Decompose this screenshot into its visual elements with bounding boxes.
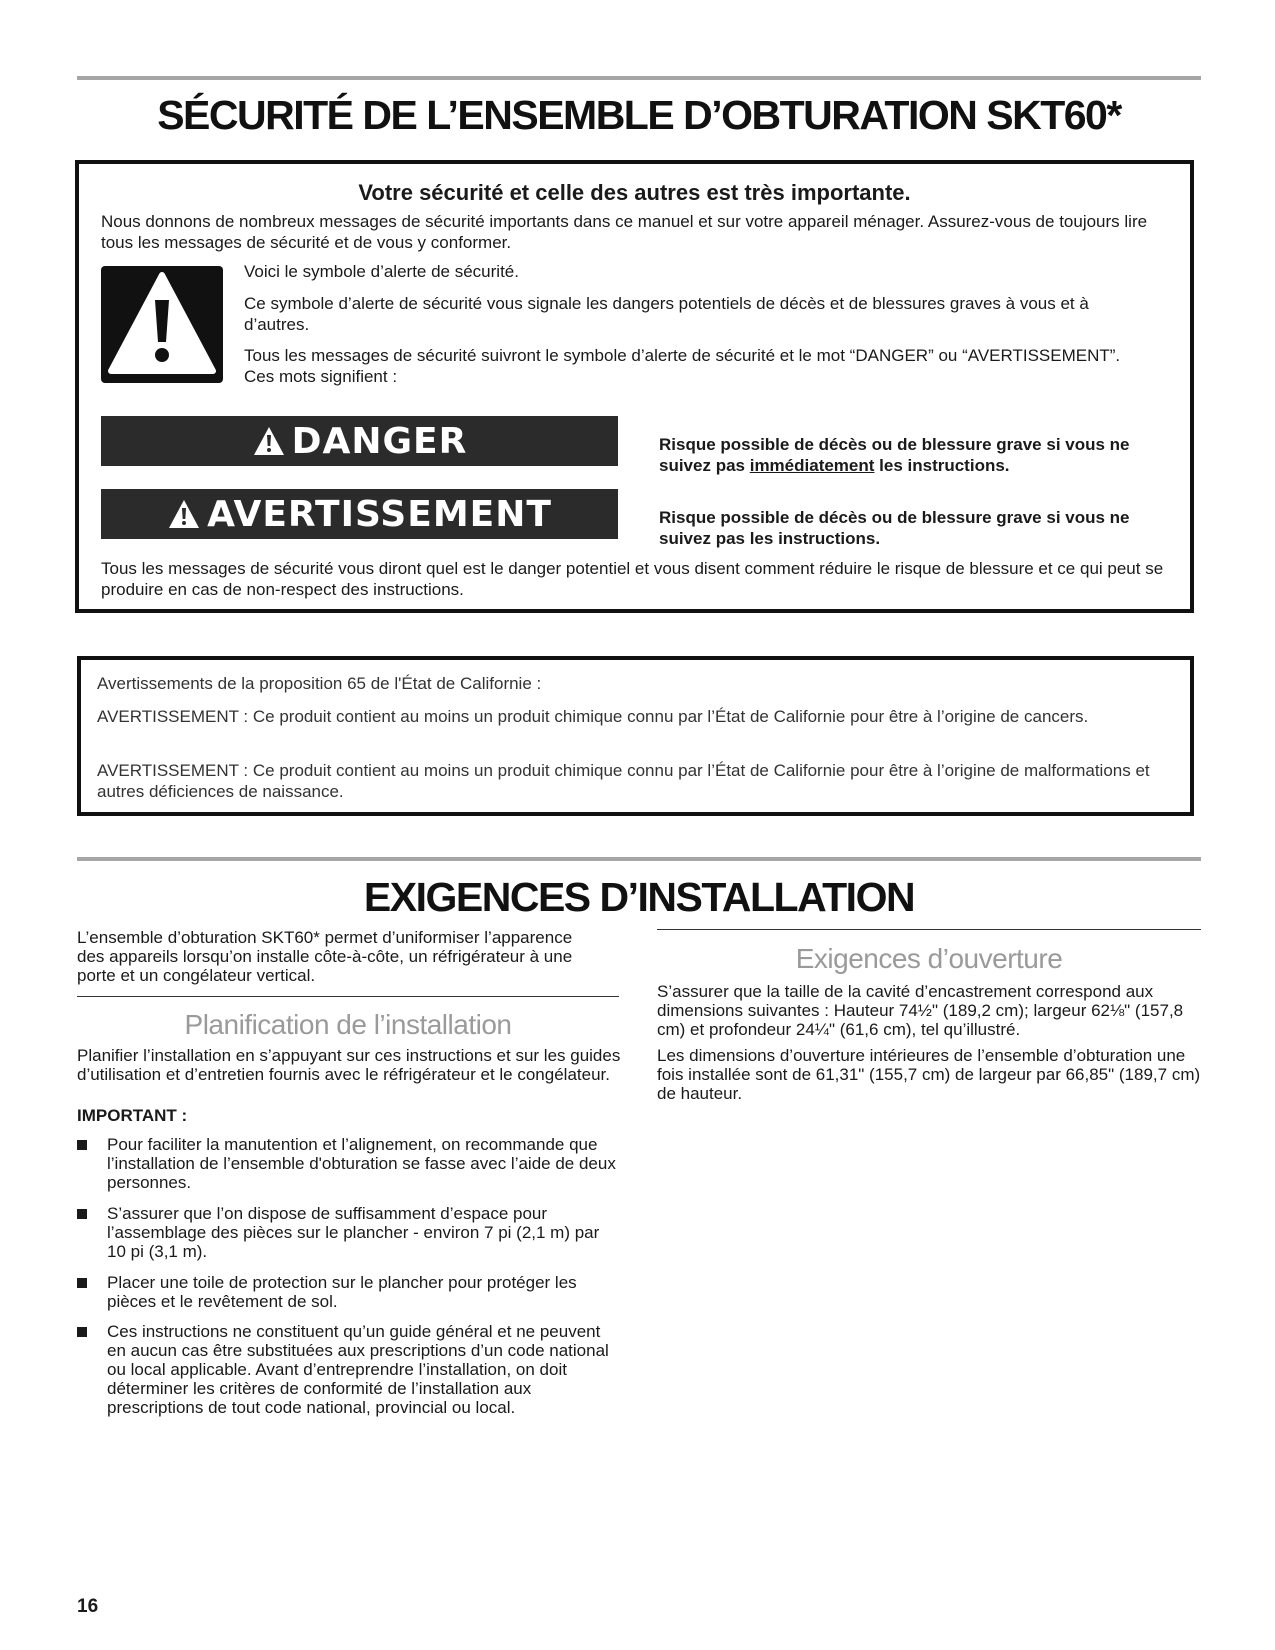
danger-description: Risque possible de décès ou de blessure grave si vous ne suivez pas immédiatement les instructions. [659, 435, 1130, 475]
right-column-rule [657, 929, 1201, 930]
opening-text-1: S’assurer que la taille de la cavité d’encastrement correspond aux dimensions suivantes : Hauteur 74½" (189,2 cm); largeur 62⅛" (157,8 cm) et profondeur 24¼" (61,6 cm), tel qu’illustré. [657, 982, 1184, 1039]
section2-rule [77, 857, 1201, 861]
opening-text-2: Les dimensions d’ouverture intérieures de l’ensemble d’obturation une fois installée sont de 61,31" (155,7 cm) de largeur par 66,85" (189,7 cm) de hauteur. [657, 1046, 1201, 1103]
safety-title: SÉCURITÉ DE L’ENSEMBLE D’OBTURATION SKT60* [157, 92, 1121, 138]
installation-intro: L’ensemble d’obturation SKT60* permet d’uniformiser l’apparence des appareils lorsqu’on installe côte-à-côte, un réfrigérateur à une porte et un congélateur vertical. [77, 928, 573, 985]
warning-description: Risque possible de décès ou de blessure grave si vous ne suivez pas les instructions. [659, 508, 1130, 548]
safety-closing: Tous les messages de sécurité vous diront quel est le danger potentiel et vous disent comment réduire le risque de blessure et ce qui peut se produire en cas de non-respect des instructions. [101, 559, 1164, 599]
page-number: 16 [77, 1596, 99, 1617]
safety-alert-symbol-icon [101, 266, 223, 383]
installation-title: EXIGENCES D’INSTALLATION [363, 874, 915, 920]
safety-box [75, 160, 1194, 613]
warning-bar [101, 489, 618, 539]
bullet-square-icon [77, 1327, 87, 1337]
symbol-line-3: Tous les messages de sécurité suivront le symbole d’alerte de sécurité et le mot “DANGER” ou “AVERTISSEMENT”. Ces mots signifient : [244, 346, 1121, 386]
danger-alert-icon [252, 425, 286, 457]
opening-heading: Exigences d’ouverture [795, 943, 1063, 974]
bullet-square-icon [77, 1209, 87, 1219]
prop65-heading: Avertissements de la proposition 65 de l'État de Californie : [97, 674, 542, 693]
prop65-warning-1: AVERTISSEMENT : Ce produit contient au moins un produit chimique connu par l’État de Californie pour être à l’origine de cancers. [97, 707, 1089, 726]
list-item: Ces instructions ne constituent qu’un guide général et ne peuvent en aucun cas être substituées aux prescriptions d’un code national ou local applicable. Avant d’entreprendre l’installation, on doit déterminer les critères de conformité de l’installation aux prescriptions de tout code national, provincial ou local. [77, 1322, 617, 1442]
left-column-rule [77, 996, 619, 997]
important-label: IMPORTANT : [77, 1106, 188, 1125]
bullet-square-icon [77, 1140, 87, 1150]
safety-box-heading: Votre sécurité et celle des autres est très importante. [358, 180, 911, 205]
danger-label: DANGER [291, 420, 468, 462]
warning-label: AVERTISSEMENT [207, 493, 552, 535]
prop65-box [77, 656, 1194, 816]
bullet-square-icon [77, 1278, 87, 1288]
symbol-line-2: Ce symbole d’alerte de sécurité vous signale les dangers potentiels de décès et de blessures graves à vous et à d’autres. [244, 294, 1089, 334]
symbol-line-1: Voici le symbole d’alerte de sécurité. [244, 262, 519, 281]
list-item: Placer une toile de protection sur le plancher pour protéger les pièces et le revêtement de sol. [77, 1273, 617, 1313]
planning-heading: Planification de l’installation [184, 1009, 512, 1040]
warning-alert-icon [167, 498, 201, 530]
planning-text: Planifier l’installation en s’appuyant sur ces instructions et sur les guides d’utilisation et d’entretien fournis avec le réfrigérateur et le congélateur. [77, 1046, 621, 1084]
list-item: Pour faciliter la manutention et l’alignement, on recommande que l’installation de l’ensemble d'obturation se fasse avec l’aide de deux personnes. [77, 1135, 617, 1195]
top-rule [77, 76, 1201, 80]
safety-intro: Nous donnons de nombreux messages de sécurité importants dans ce manuel et sur votre appareil ménager. Assurez-vous de toujours lire tous les messages de sécurité et de vous y conformer. [101, 212, 1148, 252]
list-item: S’assurer que l’on dispose de suffisamment d’espace pour l’assemblage des pièces sur le plancher - environ 7 pi (2,1 m) par 10 pi (3,1 m). [77, 1204, 617, 1264]
danger-bar [101, 416, 618, 466]
prop65-warning-2: AVERTISSEMENT : Ce produit contient au moins un produit chimique connu par l’État de Californie pour être à l’origine de malformations et autres déficiences de naissance. [97, 761, 1150, 801]
